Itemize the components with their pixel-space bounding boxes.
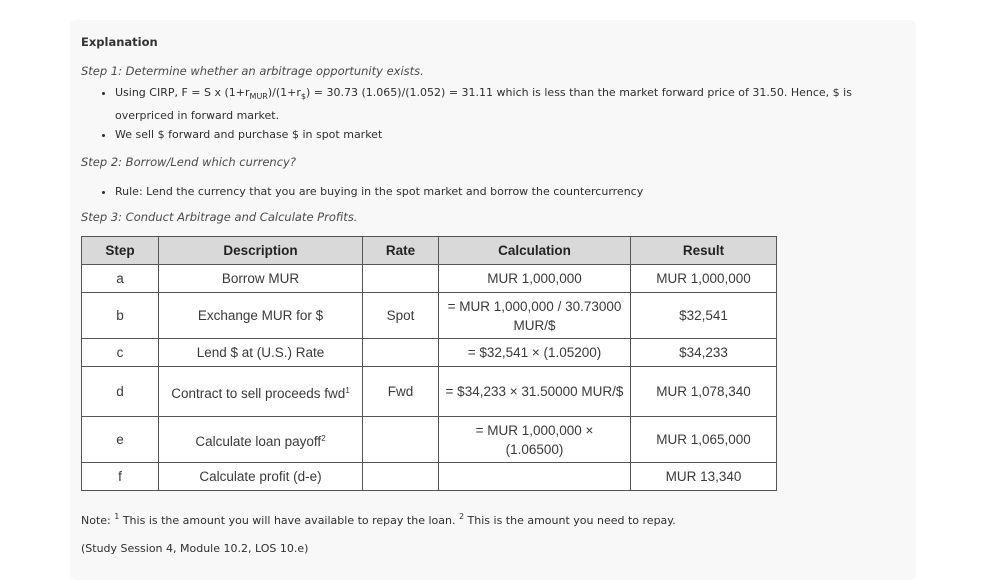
cell-result: $32,541 — [631, 293, 777, 339]
cell-result: MUR 13,340 — [631, 463, 777, 491]
step-1-bullets — [81, 83, 901, 144]
footnote-marker-2: 2 — [321, 433, 326, 443]
cell-description: Borrow MUR — [159, 265, 363, 293]
table-row — [82, 293, 777, 339]
table-row — [82, 417, 777, 463]
cell-rate: Fwd — [363, 367, 439, 417]
header-rate: Rate — [363, 237, 439, 265]
cell-result: MUR 1,078,340 — [631, 367, 777, 417]
rule-bullet: • Rule: Lend the currency that you are buying in the spot market and borrow the countercurrency — [115, 182, 901, 201]
cell-calculation: = $34,233 × 31.50000 MUR/$ — [439, 367, 631, 417]
cell-rate — [363, 417, 439, 463]
cell-calculation: MUR 1,000,000 — [439, 265, 631, 293]
table-row — [82, 463, 777, 491]
cell-result: $34,233 — [631, 339, 777, 367]
table-row — [82, 265, 777, 293]
cell-rate — [363, 463, 439, 491]
cell-step: d — [82, 367, 159, 417]
citation: (Study Session 4, Module 10.2, LOS 10.e) — [81, 542, 309, 555]
cell-description: Lend $ at (U.S.) Rate — [159, 339, 363, 367]
header-result: Result — [631, 237, 777, 265]
cell-result: MUR 1,000,000 — [631, 265, 777, 293]
cell-description: Calculate profit (d-e) — [159, 463, 363, 491]
cell-description: Contract to sell proceeds fwd$^1$ — [159, 367, 363, 417]
step-1-title: Step 1: Determine whether an arbitrage opportunity exists. — [81, 64, 424, 78]
arbitrage-table — [81, 236, 777, 491]
cell-rate: Spot — [363, 293, 439, 339]
step-3-title: Step 3: Conduct Arbitrage and Calculate Profits. — [81, 210, 358, 224]
cell-calculation: = MUR 1,000,000 × (1.06500) — [439, 417, 631, 463]
cell-step: b — [82, 293, 159, 339]
table-row — [82, 339, 777, 367]
cell-step: f — [82, 463, 159, 491]
cell-result: MUR 1,065,000 — [631, 417, 777, 463]
table-note: Note: $^1$ This is the amount you will have available to repay the loan. $^2$ This is the amount you need to repay. — [81, 512, 676, 527]
header-step: Step — [82, 237, 159, 265]
footnote-marker-1: 1 — [345, 385, 350, 395]
cell-rate — [363, 339, 439, 367]
sell-forward-bullet: • We sell $ forward and purchase $ in spot market — [115, 125, 901, 144]
table-header-row — [82, 237, 777, 265]
cell-calculation: = MUR 1,000,000 / 30.73000 MUR/$ — [439, 293, 631, 339]
header-calculation: Calculation — [439, 237, 631, 265]
cell-step: a — [82, 265, 159, 293]
explanation-panel — [70, 20, 916, 580]
cell-calculation — [439, 463, 631, 491]
step-2-bullets — [81, 182, 901, 201]
explanation-heading: Explanation — [81, 35, 158, 49]
cell-step: e — [82, 417, 159, 463]
cell-rate — [363, 265, 439, 293]
explanation-content — [81, 34, 901, 556]
header-description: Description — [159, 237, 363, 265]
cell-step: c — [82, 339, 159, 367]
cell-calculation: = $32,541 × (1.05200) — [439, 339, 631, 367]
step-2-title: Step 2: Borrow/Lend which currency? — [81, 155, 296, 169]
table-row — [82, 367, 777, 417]
cell-description: Exchange MUR for $ — [159, 293, 363, 339]
cell-description: Calculate loan payoff$^2$ — [159, 417, 363, 463]
cirp-bullet: • Using CIRP, F = S x $(1+r_{MUR})/(1+r_{\$}) = 30.73$ (1.065)/(1.052) = 31.11 which is less than the market forward price of 31.50. Hence, $ is overpriced in forward market. — [115, 83, 901, 125]
